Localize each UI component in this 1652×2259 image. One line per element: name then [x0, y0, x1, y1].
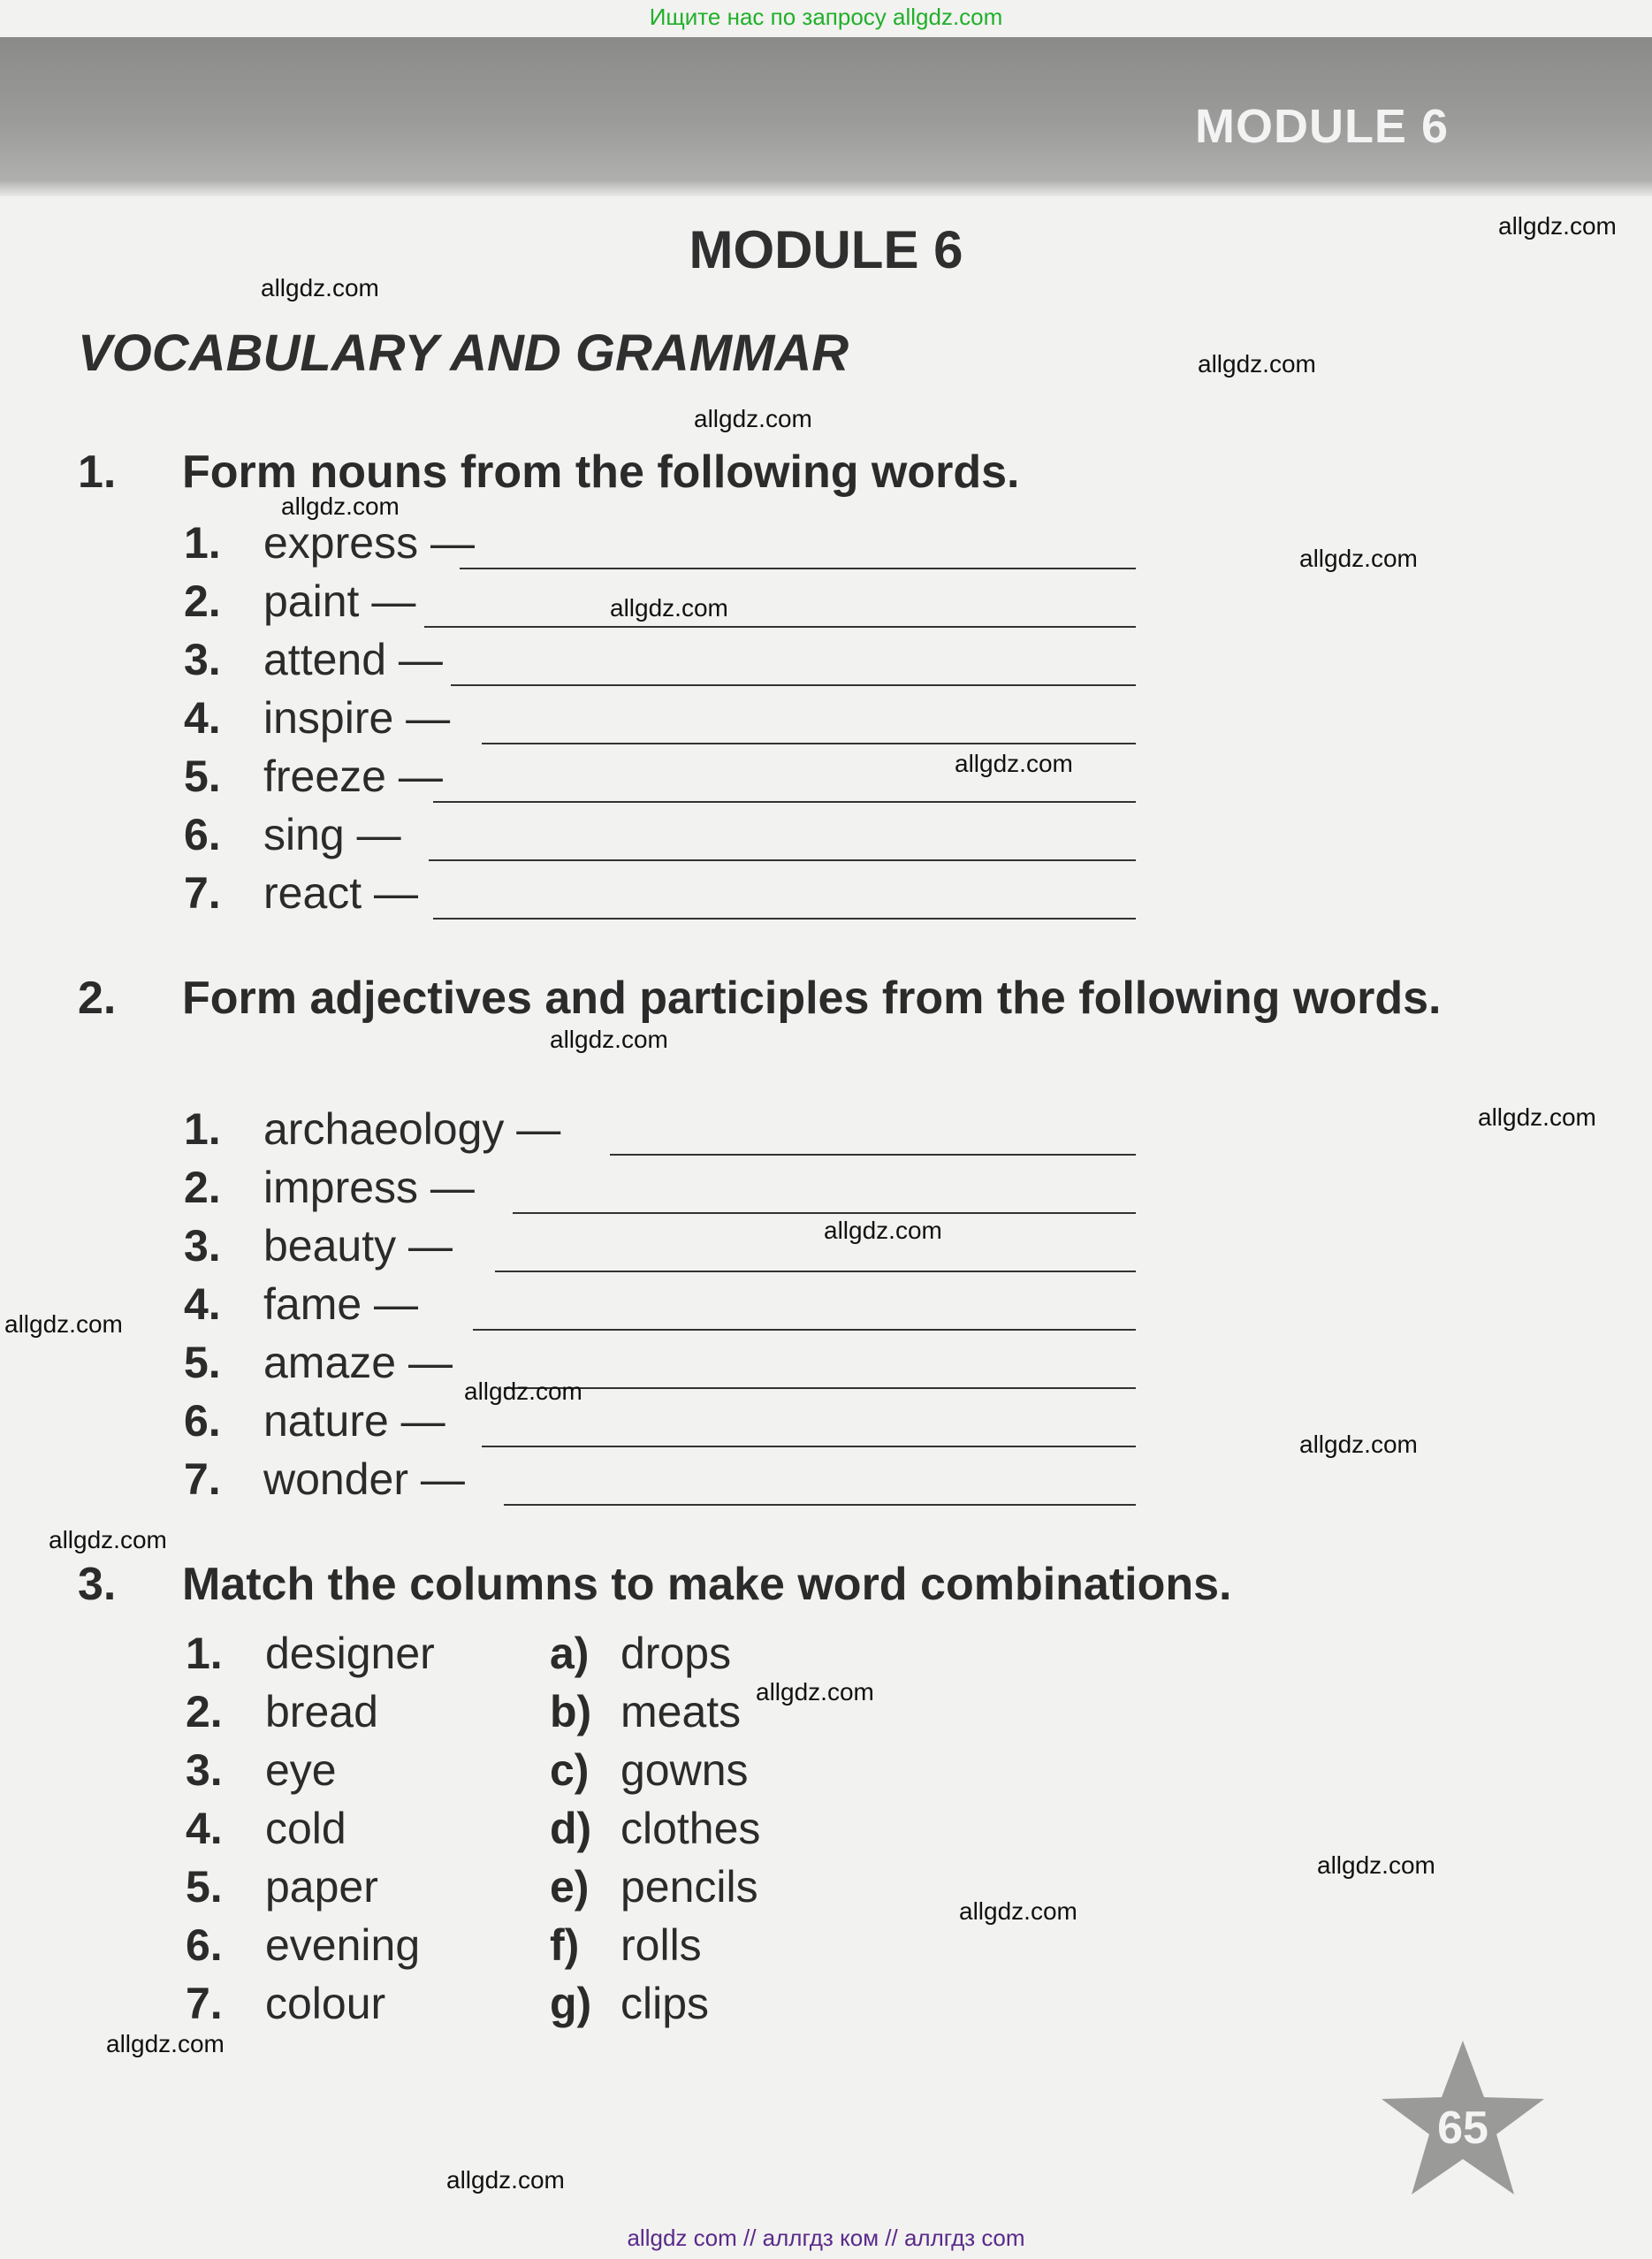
answer-line[interactable]	[610, 1154, 1136, 1156]
top-search-link[interactable]: Ищите нас по запросу allgdz.com	[649, 4, 1003, 30]
answer-line[interactable]	[504, 1387, 1136, 1389]
answer-line[interactable]	[482, 743, 1136, 744]
answer-line[interactable]	[433, 801, 1136, 803]
match-right-item: c) gowns	[550, 1745, 749, 1795]
match-right-item: f) rolls	[550, 1920, 702, 1970]
watermark: allgdz.com	[1478, 1103, 1596, 1131]
answer-line[interactable]	[429, 859, 1136, 861]
watermark: allgdz.com	[106, 2030, 225, 2057]
answer-line[interactable]	[513, 1212, 1136, 1214]
watermark: allgdz.com	[464, 1378, 582, 1405]
watermark: allgdz.com	[49, 1526, 167, 1553]
watermark: allgdz.com	[1317, 1851, 1435, 1879]
watermark: allgdz.com	[550, 1026, 668, 1053]
task2-item: 1. archaeology —	[184, 1104, 561, 1154]
task-number: 2.	[78, 973, 117, 1024]
task1-item: 3. attend —	[184, 635, 443, 684]
match-right-item: d) clothes	[550, 1804, 761, 1853]
task1-item: 7. react —	[184, 868, 419, 918]
task1-item: 4. inspire —	[184, 693, 451, 743]
match-left-item: 6. evening	[186, 1920, 421, 1970]
match-left-item: 5. paper	[186, 1862, 378, 1912]
task-instruction: Form nouns from the following words.	[182, 446, 1020, 498]
answer-line[interactable]	[433, 918, 1136, 920]
watermark: allgdz.com	[756, 1678, 874, 1706]
watermark: allgdz.com	[955, 750, 1073, 777]
section-title: VOCABULARY AND GRAMMAR	[78, 324, 849, 382]
task-number: 1.	[78, 446, 117, 498]
match-right-item: a) drops	[550, 1629, 732, 1678]
task2-item: 2. impress —	[184, 1163, 475, 1212]
task-2-heading	[78, 968, 1527, 1028]
task2-item: 6. nature —	[184, 1396, 445, 1446]
task1-item: 6. sing —	[184, 810, 401, 859]
task2-item: 3. beauty —	[184, 1221, 453, 1271]
watermark: allgdz.com	[1299, 1431, 1418, 1458]
match-left-item: 4. cold	[186, 1804, 346, 1853]
match-right-item: e) pencils	[550, 1862, 758, 1912]
watermark: allgdz.com	[959, 1897, 1077, 1925]
banner-title: MODULE 6	[1194, 100, 1449, 153]
watermark: allgdz.com	[824, 1217, 942, 1244]
watermark: allgdz.com	[1198, 350, 1316, 378]
task1-item: 1. express —	[184, 518, 475, 568]
match-left-item: 2. bread	[186, 1687, 378, 1736]
task-instruction: Match the columns to make word combinations.	[182, 1559, 1232, 1610]
bottom-search-links[interactable]: allgdz com // аллгдз ком // аллгдз com	[627, 2225, 1025, 2251]
answer-line[interactable]	[473, 1329, 1136, 1331]
page-number: 65	[1437, 2103, 1488, 2154]
answer-line[interactable]	[495, 1271, 1136, 1272]
page-number-star-icon	[1374, 2034, 1551, 2210]
match-left-item: 1. designer	[186, 1629, 435, 1678]
answer-line[interactable]	[424, 626, 1136, 628]
answer-line[interactable]	[482, 1446, 1136, 1447]
watermark: allgdz.com	[610, 594, 728, 622]
task2-item: 5. amaze —	[184, 1338, 453, 1387]
task2-item: 4. fame —	[184, 1279, 419, 1329]
watermark: allgdz.com	[1498, 212, 1617, 240]
match-left-item: 3. eye	[186, 1745, 337, 1795]
watermark: allgdz.com	[281, 492, 400, 520]
task-instruction: Form adjectives and participles from the following words.	[182, 973, 1442, 1024]
page-title: MODULE 6	[689, 220, 963, 279]
module-banner	[0, 37, 1652, 196]
watermark: allgdz.com	[694, 405, 812, 432]
task2-item: 7. wonder —	[184, 1454, 465, 1504]
watermark: allgdz.com	[4, 1310, 123, 1338]
task-3-heading	[78, 1554, 1527, 1614]
answer-line[interactable]	[451, 684, 1136, 686]
task-number: 3.	[78, 1559, 117, 1610]
match-right-item: b) meats	[550, 1687, 742, 1736]
watermark: allgdz.com	[261, 274, 379, 301]
match-left-item: 7. colour	[186, 1979, 386, 2028]
task1-item: 5. freeze —	[184, 752, 443, 801]
watermark: allgdz.com	[1299, 545, 1418, 572]
answer-line[interactable]	[460, 568, 1136, 569]
task1-item: 2. paint —	[184, 576, 416, 626]
match-right-item: g) clips	[550, 1979, 710, 2028]
watermark: allgdz.com	[446, 2166, 565, 2194]
answer-line[interactable]	[504, 1504, 1136, 1506]
